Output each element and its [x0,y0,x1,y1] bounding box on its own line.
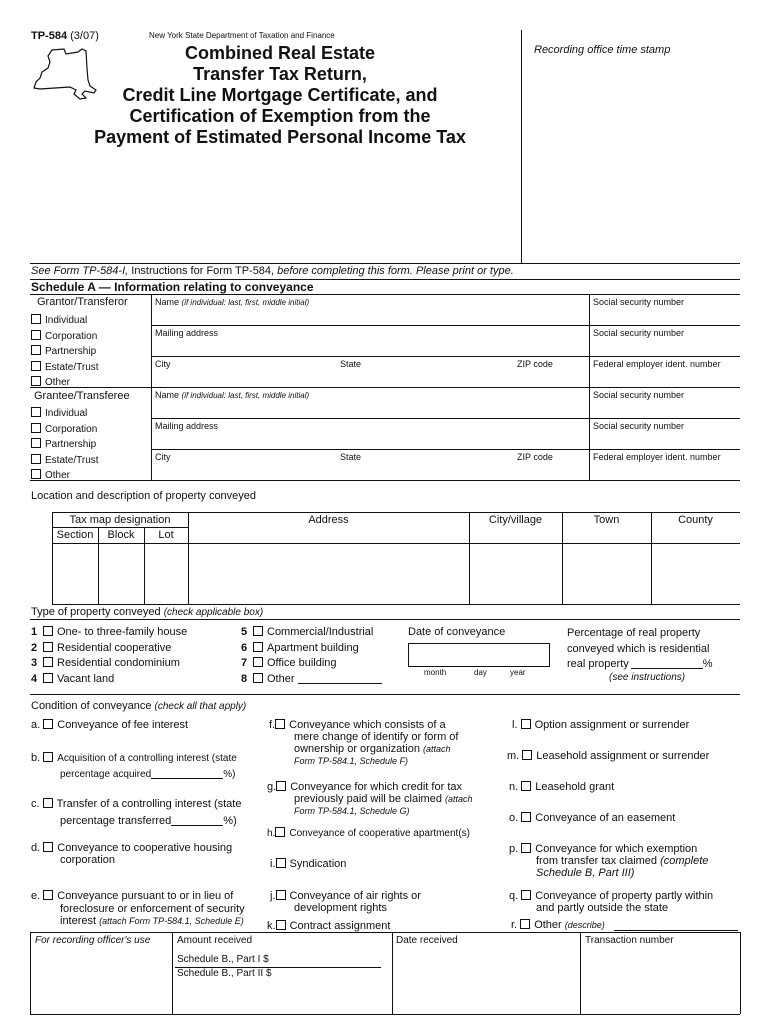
checkbox[interactable] [520,919,530,929]
grantee-ssn-2[interactable]: Social security number [593,421,685,431]
condition-k[interactable]: k. Contract assignment [267,920,391,932]
condition-o[interactable]: o. Conveyance of an easement [509,812,676,824]
checkbox[interactable] [43,626,53,636]
checkbox[interactable] [521,781,531,791]
grantee-label: Grantee/Transferee [34,390,130,402]
property-type-2[interactable]: 2 Residential cooperative [31,641,172,654]
time-stamp-label: Recording office time stamp [534,44,671,56]
percentage-acquired-input[interactable] [151,768,223,779]
grantee-fein[interactable]: Federal employer ident. number [593,452,721,462]
condition-i[interactable]: i. Syndication [270,858,347,870]
block-header: Block [107,529,135,541]
checkbox[interactable] [31,376,41,386]
grantor-type-list [31,313,99,391]
checkbox[interactable] [276,858,286,868]
grantee-name-field[interactable]: Name (if individual: last, first, middle initial) [155,390,310,400]
condition-f[interactable]: f. Conveyance which consists of a mere change of identify or form of ownership or organization (attach Form TP-584.1, Schedule F) [269,719,459,766]
grantee-city[interactable]: City [155,452,171,462]
grantee-state[interactable]: State [340,452,362,462]
checkbox[interactable] [43,752,53,762]
month-label: month [424,668,447,677]
checkbox[interactable] [253,626,263,636]
grantor-ssn-1[interactable]: Social security number [593,297,685,307]
grantor-type-individual[interactable]: Individual [31,313,99,329]
checkbox[interactable] [43,890,53,900]
grantor-fein[interactable]: Federal employer ident. number [593,359,721,369]
title-line: Transfer Tax Return, [193,64,367,84]
property-type-7[interactable]: 7 Office building [241,657,337,669]
county-cell[interactable] [652,544,740,604]
checkbox[interactable] [276,781,286,791]
residential-percentage: Percentage of real property conveyed which is residential real property % [567,627,713,670]
title-line: Combined Real Estate [184,43,376,63]
property-location-label: Location and description of property conveyed [31,490,257,502]
grantee-zip[interactable]: ZIP code [517,452,553,462]
address-cell[interactable] [189,544,469,604]
checkbox[interactable] [43,798,53,808]
type-of-property-label: Type of property conveyed (check applicable box) [31,606,264,618]
grantor-type-corporation[interactable]: Corporation [31,329,99,345]
checkbox[interactable] [253,642,263,652]
section-cell[interactable] [53,544,98,604]
instructions-note: See Form TP-584-I, Instructions for Form TP-584, before completing this form. Please print or type. [31,265,514,277]
grantee-type-corporation[interactable]: Corporation [31,422,99,438]
checkbox[interactable] [276,920,286,930]
recording-officer-use-label: For recording officer's use [35,935,151,946]
grantor-type-partnership[interactable]: Partnership [31,344,99,360]
condition-h[interactable]: h. Conveyance of cooperative apartment(s) [267,828,470,839]
condition-l[interactable]: l. Option assignment or surrender [512,719,690,731]
grantee-type-estate-trust[interactable]: Estate/Trust [31,453,99,469]
condition-d[interactable]: d. Conveyance to cooperative housing corporation [31,842,233,866]
condition-p[interactable]: p. Conveyance for which exemption from transfer tax claimed (complete Schedule B, Part III) [509,843,709,879]
property-type-4[interactable]: 4 Vacant land [31,672,115,685]
grantor-ssn-2[interactable]: Social security number [593,328,685,338]
property-type-5[interactable]: 5 Commercial/Industrial [241,626,374,638]
transaction-number-label: Transaction number [585,935,674,946]
checkbox[interactable] [521,890,531,900]
grantor-mailing-address[interactable]: Mailing address [155,328,219,338]
condition-m[interactable]: m. Leasehold assignment or surrender [507,750,710,762]
condition-a[interactable]: a. Conveyance of fee interest [31,719,189,731]
title-line: Credit Line Mortgage Certificate, and [122,85,438,105]
checkbox[interactable] [521,719,531,729]
agency-name: New York State Department of Taxation and Finance [149,31,335,40]
checkbox[interactable] [276,890,286,900]
other-describe-line[interactable] [614,930,738,931]
lot-header: Lot [158,529,174,541]
checkbox[interactable] [43,719,53,729]
grantee-mailing-address[interactable]: Mailing address [155,421,219,431]
other-type-line[interactable] [298,673,382,684]
grantee-ssn-1[interactable]: Social security number [593,390,685,400]
condition-q[interactable]: q. Conveyance of property partly within and partly outside the state [509,890,714,914]
schedule-b-part-2[interactable]: Schedule B., Part II $ [177,968,272,979]
form-id: TP-584 (3/07) [31,30,99,42]
condition-b[interactable]: b. Acquisition of a controlling interest (state percentage acquired %) [31,752,237,780]
percentage-transferred-input[interactable] [171,815,223,826]
checkbox[interactable] [43,657,53,667]
percentage-input[interactable] [631,658,703,669]
checkbox[interactable] [253,673,263,683]
time-stamp-area[interactable] [522,60,738,260]
checkbox[interactable] [275,719,285,729]
grantor-type-estate-trust[interactable]: Estate/Trust [31,360,99,376]
condition-g[interactable]: g. Conveyance for which credit for tax previously paid will be claimed (attach Form TP-584.1, Schedule G) [267,781,473,816]
grantor-name-field[interactable]: Name (if individual: last, first, middle initial) [155,297,310,307]
checkbox[interactable] [43,842,53,852]
city-village-cell[interactable] [470,544,562,604]
year-label: year [510,668,526,677]
checkbox[interactable] [43,673,53,683]
tax-map-header: Tax map designation [69,514,171,526]
condition-j[interactable]: j. Conveyance of air rights or development rights [270,890,421,914]
title-line: Payment of Estimated Personal Income Tax [94,127,466,147]
grantee-type-list [31,406,99,484]
town-header: Town [593,514,620,526]
date-received-label: Date received [396,935,458,946]
checkbox[interactable] [31,454,41,464]
grantee-type-individual[interactable]: Individual [31,406,99,422]
checkbox[interactable] [31,438,41,448]
checkbox[interactable] [522,750,532,760]
see-instructions-note: (see instructions) [609,672,686,683]
grantor-city[interactable]: City [155,359,171,369]
grantor-type-other[interactable]: Other [31,375,99,391]
checkbox[interactable] [43,642,53,652]
date-of-conveyance-label: Date of conveyance [408,626,506,638]
title-line: Certification of Exemption from the [129,106,431,126]
schedule-a-heading: Schedule A — Information relating to conveyance [31,280,314,294]
day-label: day [474,668,487,677]
checkbox[interactable] [253,657,263,667]
condition-n[interactable]: n. Leasehold grant [509,781,615,793]
condition-c[interactable]: c. Transfer of a controlling interest (state percentage transferred %) [31,798,242,827]
city-village-header: City/village [488,514,543,526]
checkbox[interactable] [31,330,41,340]
checkbox[interactable] [31,345,41,355]
checkbox[interactable] [521,812,531,822]
property-type-col-2 [241,625,382,687]
schedule-b-part-1[interactable]: Schedule B., Part I $ [177,954,269,965]
checkbox[interactable] [31,423,41,433]
amount-received-label: Amount received [177,935,253,946]
block-cell[interactable] [99,544,144,604]
property-type-8[interactable]: 8 Other [241,672,382,688]
checkbox[interactable] [275,827,285,837]
checkbox[interactable] [31,314,41,324]
grantor-state[interactable]: State [340,359,362,369]
grantee-type-other[interactable]: Other [31,468,99,484]
property-type-3[interactable]: 3 Residential condominium [31,657,180,669]
pct-line: conveyed which is residential [567,642,710,655]
lot-cell[interactable] [145,544,188,604]
section-header: Section [56,529,94,541]
address-header: Address [308,514,349,526]
condition-r[interactable]: r. Other (describe) [511,919,605,931]
county-header: County [678,514,713,526]
grantor-zip[interactable]: ZIP code [517,359,553,369]
checkbox[interactable] [521,843,531,853]
checkbox[interactable] [31,407,41,417]
checkbox[interactable] [31,361,41,371]
town-cell[interactable] [563,544,651,604]
property-type-col-1 [31,625,187,687]
grantee-type-partnership[interactable]: Partnership [31,437,99,453]
condition-label: Condition of conveyance (check all that apply) [31,700,247,712]
condition-e[interactable]: e. Conveyance pursuant to or in lieu of foreclosure or enforcement of security interest (attach Form TP-584.1, Schedule E) [31,890,245,927]
property-type-1[interactable]: 1 One- to three-family house [31,626,188,638]
property-type-6[interactable]: 6 Apartment building [241,641,359,654]
checkbox[interactable] [31,469,41,479]
grantor-label: Grantor/Transferor [37,296,128,308]
pct-line: Percentage of real property [567,627,701,639]
date-of-conveyance-input[interactable] [408,643,550,667]
